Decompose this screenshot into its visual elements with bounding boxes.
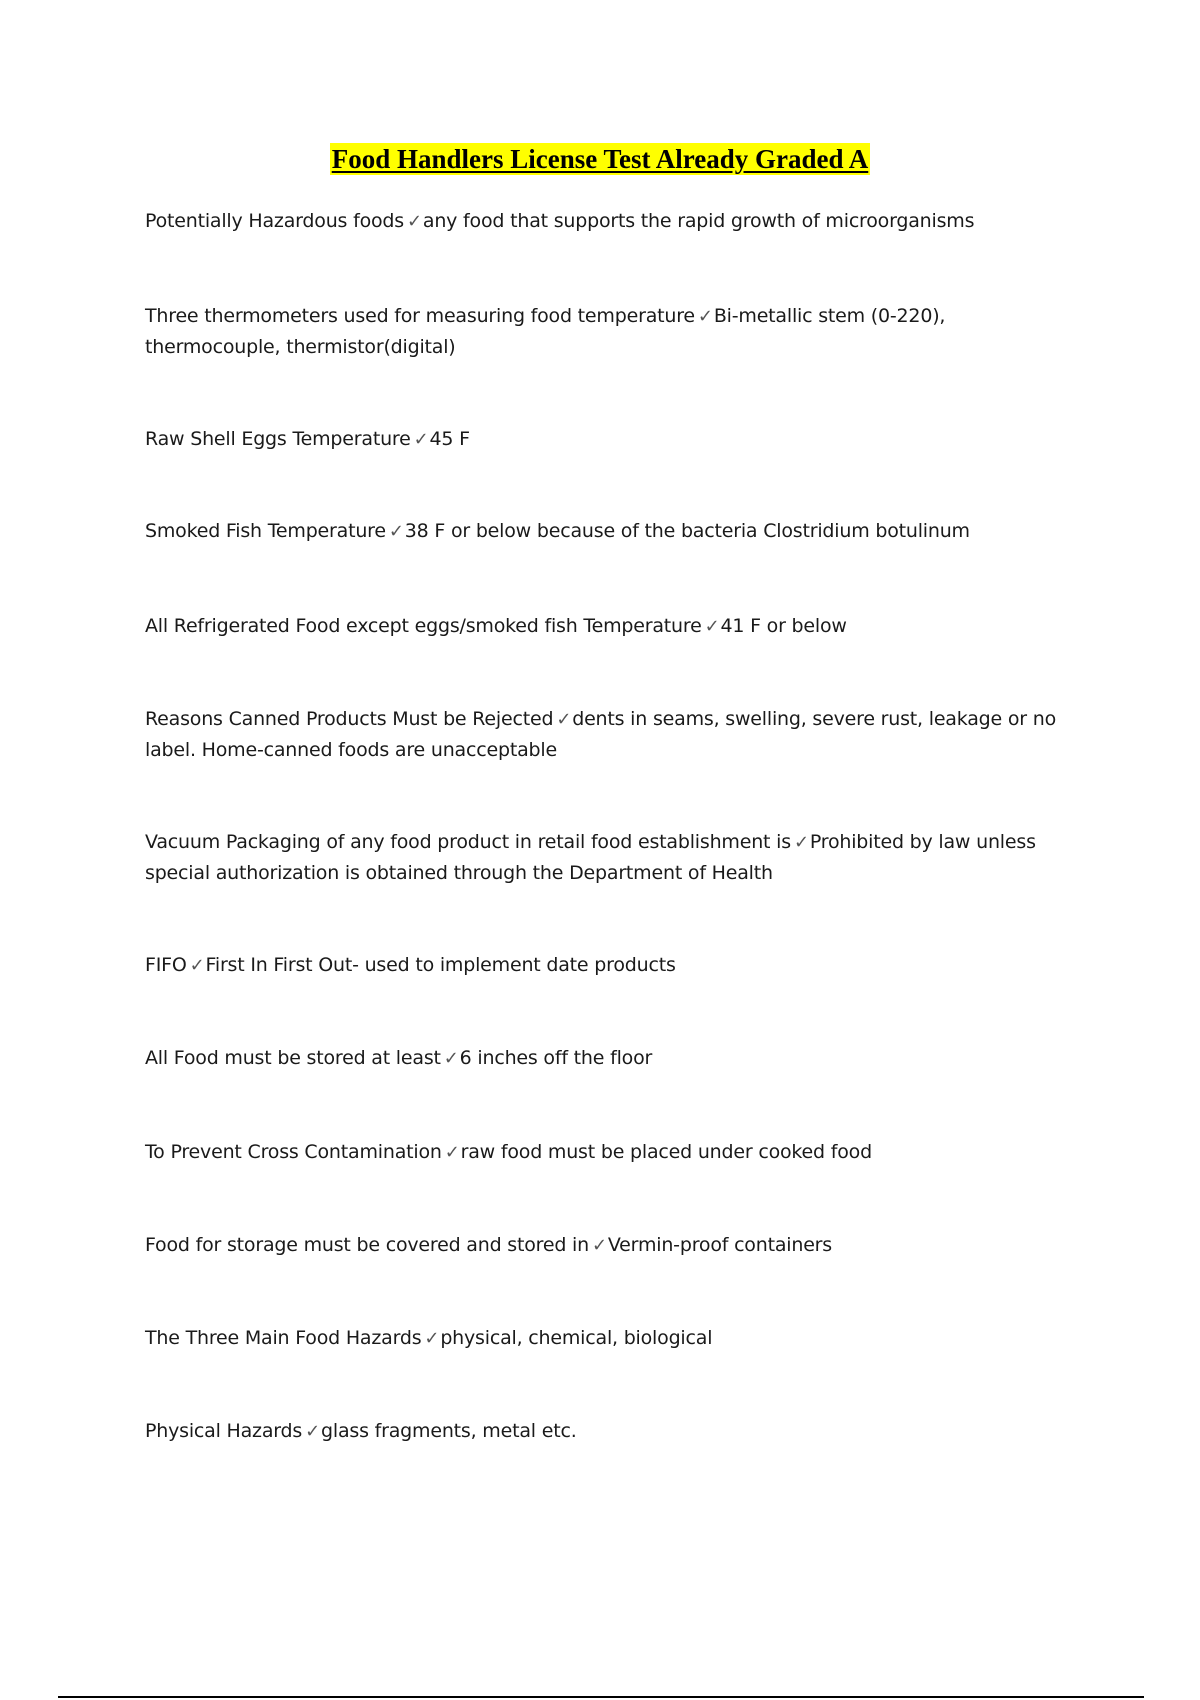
question-text: FIFO	[145, 954, 187, 976]
qa-item	[145, 1137, 1085, 1168]
answer-text: Prohibited by law unless special authorization is obtained through the Department of Health	[145, 831, 1036, 884]
check-icon: ✓	[413, 429, 429, 450]
answer-text: glass fragments, metal etc.	[321, 1420, 577, 1442]
check-icon: ✓	[591, 1235, 607, 1256]
question-text: All Refrigerated Food except eggs/smoked fish Temperature	[145, 615, 702, 637]
answer-text: 38 F or below because of the bacteria Clostridium botulinum	[404, 520, 970, 542]
qa-item	[145, 827, 1085, 888]
qa-item	[145, 1043, 1085, 1074]
answer-text: 6 inches off the floor	[459, 1047, 653, 1069]
check-icon: ✓	[443, 1048, 459, 1069]
question-text: Reasons Canned Products Must be Rejected	[145, 708, 554, 730]
answer-text: 41 F or below	[720, 615, 847, 637]
question-text: Vacuum Packaging of any food product in retail food establishment is	[145, 831, 791, 853]
check-icon: ✓	[305, 1421, 321, 1442]
question-text: Smoked Fish Temperature	[145, 520, 386, 542]
qa-item	[145, 1230, 1085, 1261]
answer-text: physical, chemical, biological	[440, 1327, 713, 1349]
check-icon: ✓	[704, 616, 720, 637]
question-text: Three thermometers used for measuring food temperature	[145, 305, 695, 327]
title-container	[0, 143, 1200, 175]
answer-text: Vermin-proof containers	[607, 1234, 832, 1256]
check-icon: ✓	[793, 832, 809, 853]
check-icon: ✓	[189, 955, 205, 976]
document-title: Food Handlers License Test Already Graded A	[331, 144, 869, 174]
answer-text: any food that supports the rapid growth of microorganisms	[422, 210, 975, 232]
question-text: All Food must be stored at least	[145, 1047, 441, 1069]
question-text: To Prevent Cross Contamination	[145, 1141, 442, 1163]
check-icon: ✓	[556, 709, 572, 730]
question-text: Food for storage must be covered and stored in	[145, 1234, 589, 1256]
answer-text: Bi-metallic stem (0-220), thermocouple, thermistor(digital)	[145, 305, 946, 358]
check-icon: ✓	[407, 211, 422, 232]
qa-item	[145, 206, 1085, 237]
qa-item	[145, 516, 1085, 547]
question-text: Physical Hazards	[145, 1420, 303, 1442]
answer-text: 45 F	[429, 428, 470, 450]
qa-item	[145, 950, 1085, 981]
qa-item	[145, 1323, 1085, 1354]
question-text: Potentially Hazardous foods	[145, 210, 404, 232]
check-icon: ✓	[388, 521, 404, 542]
qa-item	[145, 704, 1085, 765]
check-icon: ✓	[697, 306, 713, 327]
qa-item	[145, 424, 1085, 455]
qa-item	[145, 1416, 1085, 1447]
question-text: The Three Main Food Hazards	[145, 1327, 422, 1349]
footer-divider	[58, 1696, 1144, 1698]
qa-item	[145, 301, 1085, 362]
check-icon: ✓	[444, 1142, 460, 1163]
answer-text: raw food must be placed under cooked food	[460, 1141, 872, 1163]
answer-text: dents in seams, swelling, severe rust, leakage or no label. Home-canned foods are unacceptable	[145, 708, 1056, 761]
question-text: Raw Shell Eggs Temperature	[145, 428, 411, 450]
answer-text: First In First Out- used to implement date products	[205, 954, 676, 976]
qa-item	[145, 611, 1085, 642]
check-icon: ✓	[424, 1328, 440, 1349]
